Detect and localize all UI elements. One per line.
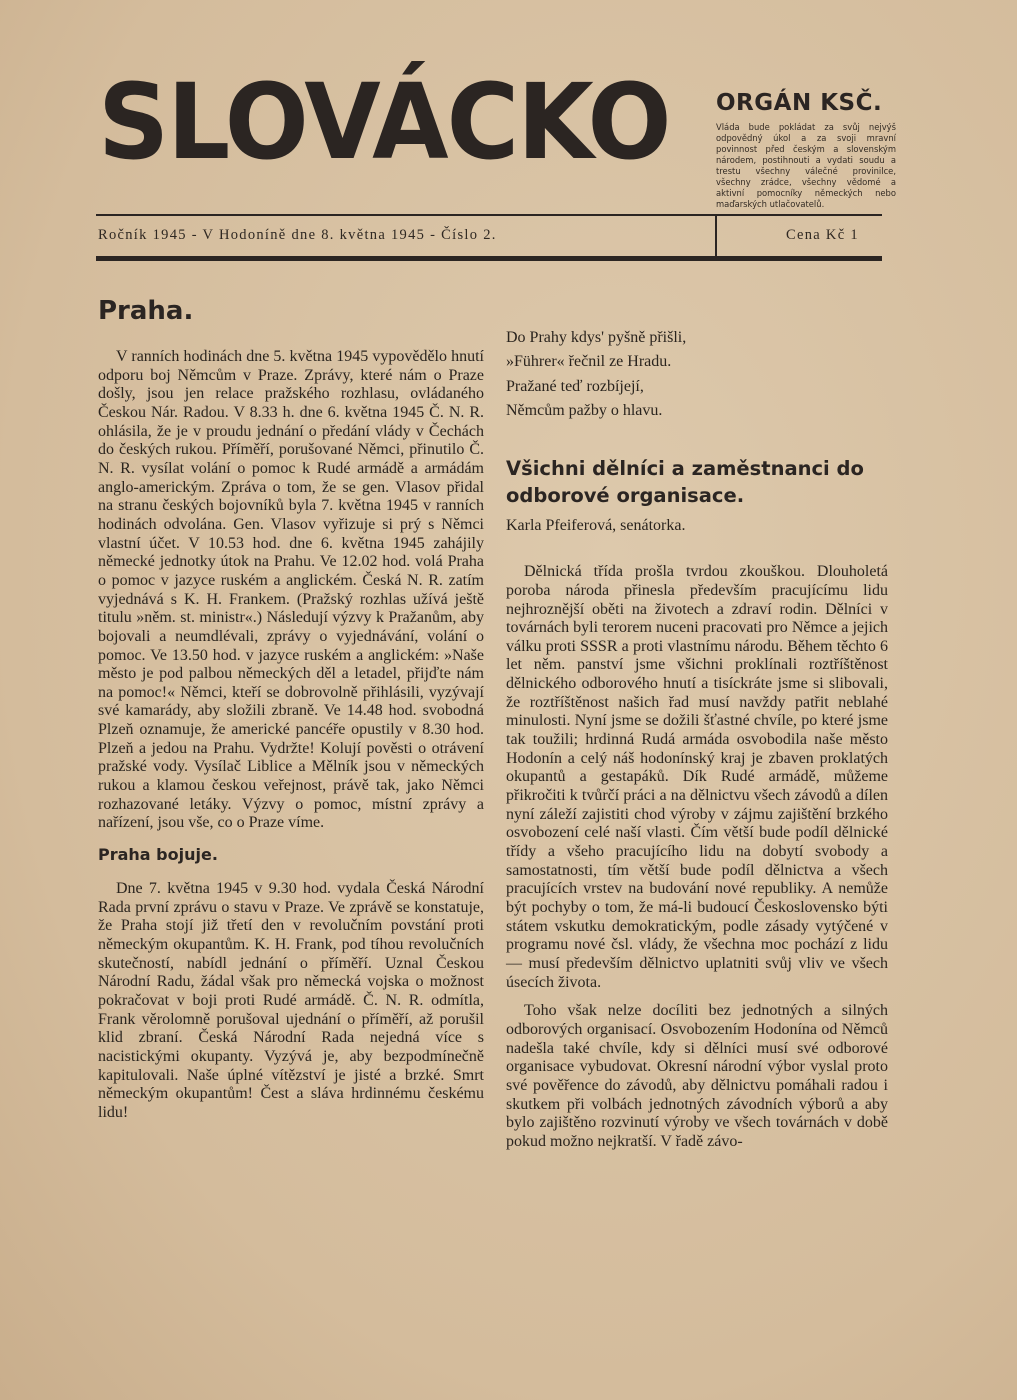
organ-label: ORGÁN KSČ. <box>716 90 883 116</box>
issue-price: Cena Kč 1 <box>786 227 859 243</box>
issue-dateline: Ročník 1945 - V Hodoníně dne 8. května 1945 - Číslo 2. <box>98 227 497 243</box>
right-column <box>506 326 888 1152</box>
poem-line: Do Prahy kdys' pyšně přišli, <box>506 329 687 346</box>
poem-line: Němcům pažby o hlavu. <box>506 401 663 419</box>
poem-line: »Führer« řečnil ze Hradu. <box>506 353 672 371</box>
article-subtitle: Praha bojuje. <box>98 845 218 865</box>
article-title-praha: Praha. <box>98 296 194 326</box>
poem <box>506 326 888 423</box>
masthead-motto: Vláda bude pokládat za svůj nejvýš odpovědný úkol a za svoji mravní povinnost před českým a slovenským národem, postihnouti a vydati soudu a trestu všechny válečné provinilce, všechny zrádce, všechny vědomé a aktivní pomocníky německých nebo maďarských utlačovatelů. <box>716 122 896 209</box>
article-paragraph: Dne 7. května 1945 v 9.30 hod. vydala Česká Národní Rada první zprávu o stavu v Praze. Ve zprávě se konstatuje, že Praha stojí již třetí den v revolučním povstání proti německým okupantům. K. H. Frank, pod tíhou revolučních skutečností, nabídl jednání o příměří. Uznal Českou Národní Radu, žádal však pro německá vojska o možnost pokračovat v boji proti Rudé armádě. Č. N. R. odmítla, Frank věrolomně porušoval ujednání o příměří, až porušil klid zbraní. Česká Národní Rada nejedná více s nacistickými okupanty. Vyzývá je, aby bezpodmínečně kapitulovali. Naše úplné vítězství je jisté a brzké. Smrt německým okupantům! Čest a sláva hrdinnému českému lidu! <box>98 880 484 1121</box>
article-byline: Karla Pfeiferová, senátorka. <box>506 517 686 535</box>
masthead-top-rule <box>96 214 882 216</box>
left-column <box>98 296 484 1123</box>
masthead-divider <box>715 216 717 256</box>
masthead-bottom-rule <box>96 256 882 261</box>
article-paragraph: Dělnická třída prošla tvrdou zkouškou. Dlouholetá poroba národa přinesla především pracujícímu lidu nejhroznější oběti na životech a zdraví rodin. Dělníci v továrnách byli terorem nuceni pracovati pro Němce a jejich válku proti SSSR a proti vlastnímu národu. Během těchto 6 let něm. panství jsme všichni proklínali roztříštěnost dělnického odborového hnutí a tisíckráte jsme si slibovali, že roztříštěnost našich řad musí navždy patřit neblahé minulosti. Nyní jsme se dožili šťastné chvíle, po které jsme tak toužili; hrdinná Rudá armáda osvobodila naše město Hodonín a celý náš hodonínský kraj je zbaven proklatých okupantů a gestapáků. Dík Rudé armádě, můžeme přikročiti k tvůrčí práci a na dělnictvu všech závodů a dílen nyní záleží zajistiti chod výroby v zájmu zajištění brzkého osvobození celé naší vlasti. Čím větší bude podíl dělnické třídy a všeho pracujícího lidu na dobytí svobody a samostatnosti, tím větší bude podíl dělnictva a všech pracujících vrstev na budování nové republiky. A nemůže být pochyby o tom, že má-li budoucí Československo býti státem vskutku demokratickým, podle zásady vytýčené v programu nové čsl. vlády, že všechna moc pochází z lidu — musí především dělnictvo uplatniti svůj vliv ve všech úsecích života. <box>506 563 888 991</box>
article-paragraph: Toho však nelze docíliti bez jednotných a silných odborových organisací. Osvobozením Hodonína od Němců nadešla také chvíle, kdy si dělníci musí své odborové organisace vybudovat. Okresní národní výbor vyslal proto své pověřence do závodů, aby dělnictvu pomáhali radou i skutkem při volbách jednotných závodních výborů a aby bylo zajištěno rozvinutí výroby ve všech továrnách v době pokud možno nejkratší. V řadě závo- <box>506 1002 888 1150</box>
poem-line: Pražané teď rozbíjejí, <box>506 377 644 395</box>
article-paragraph: V ranních hodinách dne 5. května 1945 vypovědělo hnutí odporu boj Němcům v Praze. Zprávy, které nám o Praze došly, jsou jen relace pražského rozhlasu, ovládaného Českou Nár. Radou. V 8.33 h. dne 6. května 1945 Č. N. R. ohlásila, že je v proudu jednání o předání vlády v Čechách do českých rukou. Příměří, porušované Němci, přinutilo Č. N. R. vysílat volání o pomoc k Rudé armádě a armádám anglo-americkým. Zpráva o tom, že se gen. Vlasov přidal na stranu českých bojovníků byla 7. května 1945 v ranních hodinách odvolána. Gen. Vlasov vyřizuje si prý s Němci vlastní účet. V 10.53 hod. dne 6. května 1945 zahájily německé jednotky útok na Prahu. Ve 12.02 hod. volá Praha o pomoc v jazyce ruském a anglickém. Česká N. R. zatím vyjednává s K. H. Frankem. (Pražský rozhlas užívá ještě titulu »něm. st. ministr«.) Následují výzvy k Pražanům, aby bojovali a neumdlévali, zprávy o vyjednávání, volání o pomoc. Ve 13.50 hod. v jazyce ruském a anglickém: »Naše město je pod palbou německých děl a letadel, přijďte nám na pomoc!« Němci, kteří se dobrovolně přihlásili, vyzývají své kamarády, aby složili zbraně. Ve 14.48 hod. svobodná Plzeň oznamuje, že americké pancéře opustily v 8.30 hod. Plzeň a jedou na Prahu. Vydržte! Kolují pověsti o otrávení pražské vody. Vysílač Liblice a Mělník jsou v německých rukou a klamou českou veřejnost, právě tak, jako Němci rozhazované letáky. Výzvy o pomoc, místní zprávy a nařízení, jsou vše, co o Praze víme. <box>98 348 484 832</box>
newspaper-title: SLOVÁCKO <box>98 61 670 183</box>
article-body <box>506 563 888 1151</box>
article-title-unions: Všichni dělníci a zaměstnanci do odborové organisace. <box>506 457 864 508</box>
